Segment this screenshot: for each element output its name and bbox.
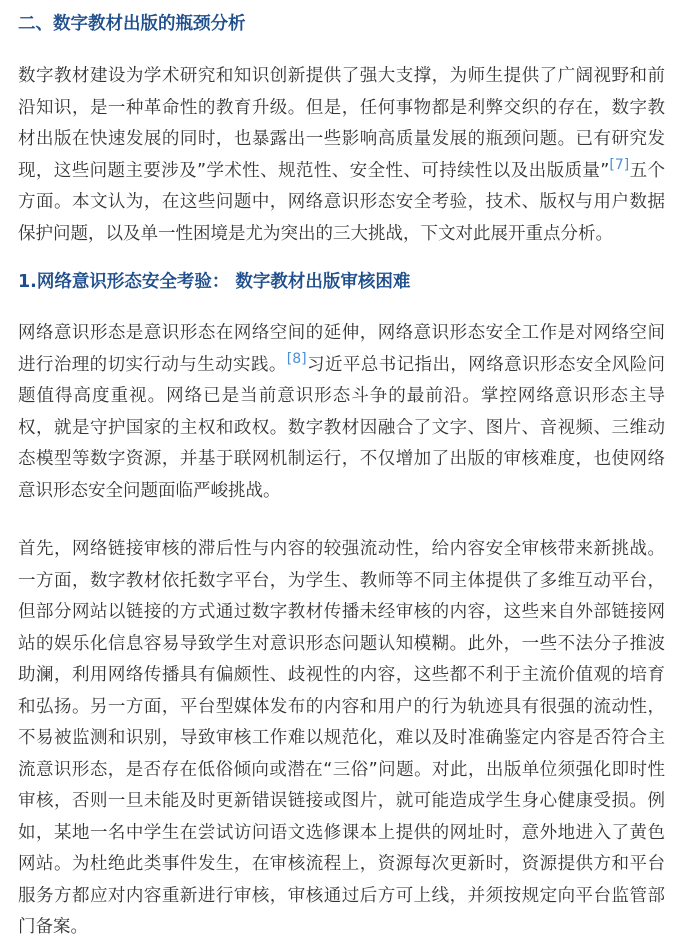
paragraph-ideology-text-1: 网络意识形态是意识形态在网络空间的延伸，网络意识形态安全工作是对网络空间进行治理的切实行动与生动实践。 (18, 323, 665, 375)
section-heading: 二、数字教材出版的瓶颈分析 (18, 14, 246, 34)
subsection-heading: 1.网络意识形态安全考验： 数字教材出版审核困难 (18, 272, 411, 292)
citation-7[interactable]: [7] (609, 156, 630, 173)
paragraph-intro-text-2: 五个方面。本文认为，在这些问题中，网络意识形态安全考验，技术、版权与用户数据保护问题，以及单一性困境是尤为突出的三大挑战，下文对此展开重点分析。 (18, 160, 666, 244)
paragraph-intro (18, 61, 665, 250)
paragraph-ideology-text-2: 习近平总书记指出，网络意识形态安全风险问题值得高度重视。网络已是当前意识形态斗争的最前沿。掌控网络意识形态主导权，就是守护国家的主权和政权。数字教材因融合了文字、图片、音视频、三维动态模型等数字资源，并基于联网机制运行，不仅增加了出版的审核难度，也使网络意识形态安全问题面临严峻挑战。 (18, 354, 665, 501)
citation-8[interactable]: [8] (286, 350, 307, 367)
paragraph-ideology (18, 318, 665, 507)
paragraph-intro-text-1: 数字教材建设为学术研究和知识创新提供了强大支撑，为师生提供了广阔视野和前沿知识，是一种革命性的教育升级。但是，任何事物都是利弊交织的存在，数字教材出版在快速发展的同时，也暴露出一些影响高质量发展的瓶颈问题。已有研究发现，这些问题主要涉及”学术性、规范性、安全性、可持续性以及出版质量” (18, 66, 665, 181)
paragraph-review-challenges: 首先，网络链接审核的滞后性与内容的较强流动性，给内容安全审核带来新挑战。一方面，数字教材依托数字平台，为学生、教师等不同主体提供了多维互动平台，但部分网站以链接的方式通过数字教材传播未经审核的内容，这些来自外部链接网站的娱乐化信息容易导致学生对意识形态问题认知模糊。此外，一些不法分子推波助澜，利用网络传播具有偏颇性、歧视性的内容，这些都不利于主流价值观的培育和弘扬。另一方面，平台型媒体发布的内容和用户的行为轨迹具有很强的流动性，不易被监测和识别，导致审核工作难以规范化，难以及时准确鉴定内容是否符合主流意识形态，是否存在低俗倾向或潜在“三俗”问题。对此，出版单位须强化即时性审核，否则一旦未能及时更新错误链接或图片，就可能造成学生身心健康受损。例如，某地一名中学生在尝试访问语文选修课本上提供的网址时，意外地进入了黄色网站。为杜绝此类事件发生，在审核流程上，资源每次更新时，资源提供方和平台服务方都应对内容重新进行审核，审核通过后方可上线，并须按规定向平台监管部门备案。 (18, 539, 665, 937)
